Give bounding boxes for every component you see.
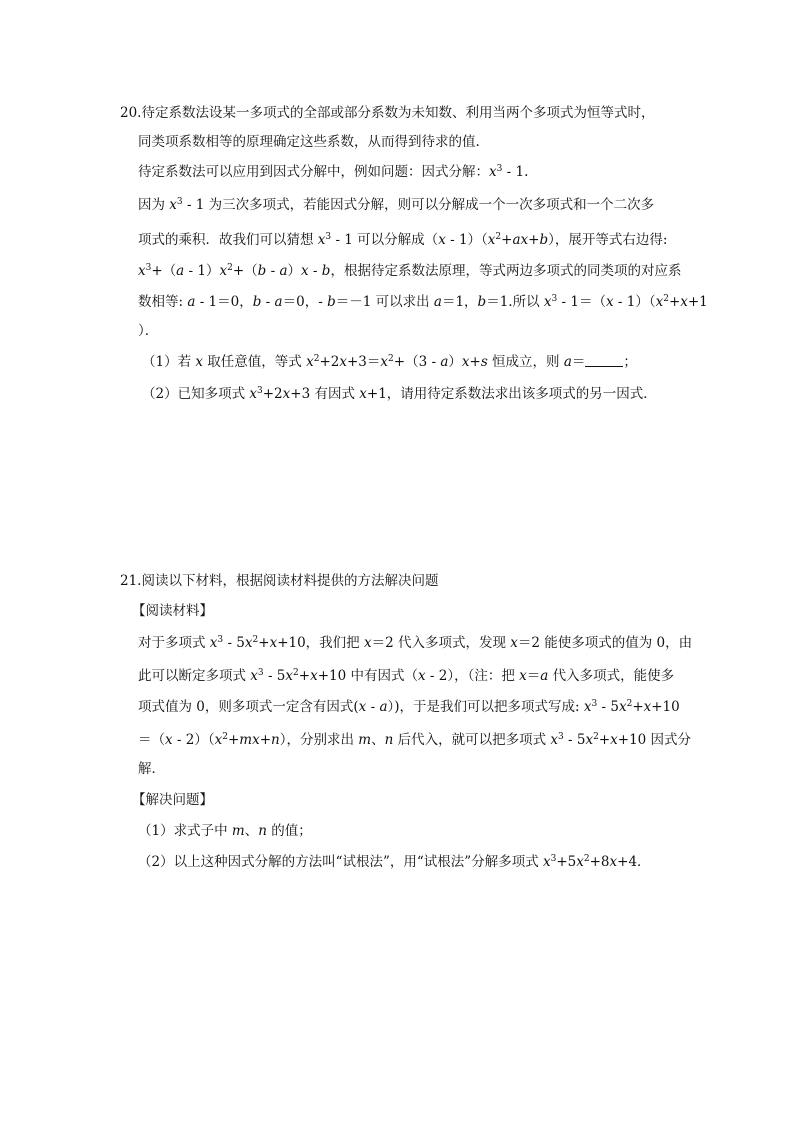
q20-part-2: （2）已知多项式 $x^3+2x+3$ 有因式 x+1，请用待定系数法求出该多项式的另一因式． [142,386,657,402]
q20-line-5: 项式的乘积．故我们可以猜想 $x^3 - 1$ 可以分解成$(x - 1)(x^2+ax+b)$，展开等式右边得: [138,232,668,248]
q21-reading-heading: 【阅读材料】 [132,603,213,619]
q21-reading-1: 对于多项式 $x^3 - 5x^2+x+10$，我们把 x＝2 代入多项式，发现 x＝2 能使多项式的值为 0，由 [138,635,693,651]
q20-line-2 [138,133,480,151]
q21-number: 21. [120,573,142,589]
q21-reading-4: $=(x - 2)(x^2+mx+n)$，分别求出 m、n 后代入，就可以把多项式 $x^3 - 5x^2+x+10$ 因式分 [138,732,692,748]
q20-stem-2: 同类项系数相等的原理确定这些系数，从而得到待求的值. [138,134,480,150]
q21-reading-3: 项式值为 0，则多项式一定含有因式(x - a）)，于是我们可以把多项式写成: $x^3 - 5x^2+x+10$ [138,699,680,715]
q20-line-7: 数相等: a - 1＝0，b - a＝0，- b＝－1 可以求出 a＝1，b＝1.所以 $x^3 - 1=(x - 1)(x^2+x+1$ [138,294,708,310]
q21-reading-2: 此可以断定多项式 $x^3 - 5x^2+x+10$ 中有因式（x - 2），（注：把 x＝a 代入多项式，能使多 [138,668,675,684]
q21-part-2: （2）以上这种因式分解的方法叫“试根法”，用“试根法”分解多项式 $x^3+5x^2+8x+4$． [138,854,651,870]
q21-reading-5: 解． [138,761,165,777]
q21-stem: 阅读以下材料，根据阅读材料提供的方法解决问题 [141,573,439,589]
q20-line-4: 因为 $x^3 - 1$ 为三次多项式，若能因式分解，则可以分解成一个一次多项式和一个二次多 [138,197,655,213]
q20-number: 20. [120,105,142,121]
q20-line-8: ）． [138,323,159,339]
q21-line-1 [120,572,438,590]
q21-solve-heading: 【解决问题】 [132,792,213,808]
q21-part-1: （1）求式子中 m、n 的值； [138,823,312,839]
q20-stem-1: 待定系数法设某一多项式的全部或部分系数为未知数、利用当两个多项式为恒等式时， [141,105,655,121]
q20-line-3: 待定系数法可以应用到因式分解中，例如问题：因式分解：$x^3 - 1$. [138,164,529,180]
q20-line-1 [120,104,654,122]
q20-part-1: （1）若 x 取任意值，等式 $x^2+2x+3=x^2+(3 - a)x+s$ 恒成立，则 a＝ ； [142,354,637,370]
answer-blank[interactable] [585,354,623,367]
q20-line-6: $x^3+(a - 1)x^2+(b - a)x - b$，根据待定系数法原理，等式两边多项式的同类项的对应系 [138,263,682,279]
